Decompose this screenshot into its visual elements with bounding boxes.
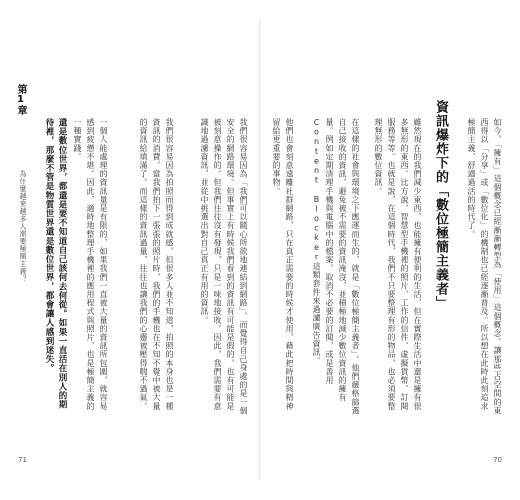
left-paragraph-internet: 我們很容易因為「我們可以隨心所欲地連結到網路」，而覺得自己身處的是一個安全的網路環境。但事實上有時候我們看到的資訊有可能是假的，也有可能是被刻意操作的。但我們往往沒有發現，只是一味地接收。因此，我們需要有意識地過濾資訊，並從中挑選出對自己真正有用的資訊。 xyxy=(200,118,248,415)
left-paragraph-photo: 我們很容易因為拍照而得到成就感，但很多人並不知道，拍照的本身也是一種資訊的消費。當我們拍下一張張的照片時，我們的手機也在不知不覺中被大量的資訊給填滿了。而這樣的資訊過量，往往也讓我們的心靈被壓得喘不過氣。 xyxy=(139,118,174,411)
page-number-right: 70 xyxy=(493,456,502,464)
running-head: 為什麼越來越多人需要極簡主義？ xyxy=(19,170,27,283)
right-paragraph-3: 在這樣的社會與環境之下應運而生的，就是「數位極簡主義者」。他們嚴格篩選自己接收的資訊，避免被不需要的資訊淹沒，並積極地減少數位資訊的擁有量。例如定期清理手機與電腦中的檔案，取消不必要的訂閱，或是善用Content Blocker這類套件來過濾廣告資訊。 xyxy=(312,118,360,415)
right-paragraph-4: 他們也會刻意遠離社群網路，只在真正需要的時候才使用，藉此把時間與精神留給更重要的事物。 xyxy=(272,118,294,411)
right-paragraph-2: 雖然現在的我們減少東西，也能擁有便利的生活，但在實際生活中還是擁有很多無形的東西。比方說，智慧型手機裡的照片、工作的信件、虛擬貨幣、訂閱服務等等。也就是說，在這個時代，我們不只要整理有形的物品，也必須要整理無形的數位資訊。 xyxy=(374,118,422,411)
page-number-left: 71 xyxy=(18,456,27,464)
right-paragraph-intro: 如今，「擁有」這個概念已經漸漸轉型為「使用」這個概念。讓那些占空間的東西得以「分享」或「數位化」的機制也已經逐漸普及。所以想在此時此刻追求極簡主義，舒適過活的時代了。 xyxy=(467,118,502,415)
book-gutter xyxy=(259,20,261,480)
left-paragraph-apps: 一個人能處理的資訊量是有限的，如果我們一直被大量的資訊所包圍，就容易感到疲憊不堪。因此，適時地整理手機裡的應用程式與照片，也是極簡主義的一種實踐。 xyxy=(73,118,108,411)
chapter-label: 第1章 xyxy=(15,84,26,115)
left-bold-paragraph: 還是數位世界，都還是要不知道自己該何去何從。如果一直活在別人的期待裡，那麼不管是物質世界還是數位世界，都會讓人感到迷失。 xyxy=(44,118,67,410)
section-heading: 資訊爆炸下的「數位極簡主義者」 xyxy=(433,100,448,310)
